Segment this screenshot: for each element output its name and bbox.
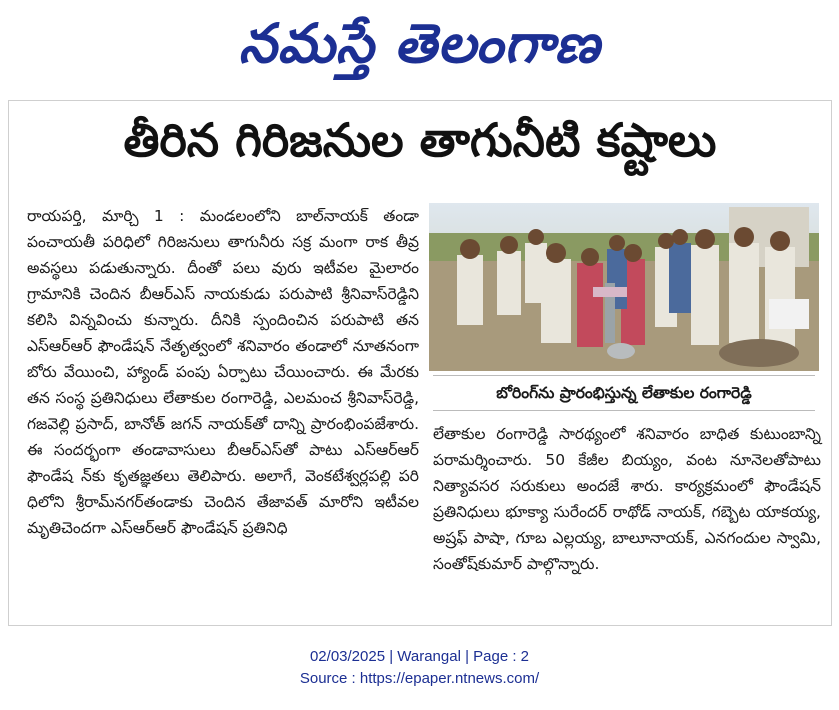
masthead xyxy=(0,0,839,92)
body-text-right: లేతాకుల రంగారెడ్డి సారథ్యంలో శనివారం బాధిత కుటుంబాన్ని పరామర్శించారు. 50 కేజీల బియ్యం, వంట నూనెలతోపాటు నిత్యావసర సరుకులు అందజే శారు. కార్యక్రమంలో ఫౌండేషన్ ప్రతినిధులు భూక్యా సురేందర్ రాథోడ్ నాయక్, గబ్బెట యాకయ్య, అష్రఫ్ పాషా, గూబ ఎల్లయ్య, బాలూనాయక్, ఎనగందుల స్వామి, సంతోష్‌కుమార్ పాల్గొన్నారు. xyxy=(433,425,821,573)
newspaper-logo: నమస్తే తెలంగాణ xyxy=(238,12,601,75)
dateline: 02/03/2025 | Warangal | Page : 2 xyxy=(309,648,530,665)
article-headline: తీరిన గిరిజనుల తాగునీటి కష్టాలు xyxy=(123,113,717,167)
article-body-left xyxy=(27,203,419,541)
page-footer xyxy=(0,646,839,690)
source-link[interactable]: Source : https://epaper.ntnews.com/ xyxy=(299,670,540,687)
article-photo xyxy=(429,203,819,371)
article-body-right xyxy=(433,421,821,577)
photo-caption: బోరింగ్‌ను ప్రారంభిస్తున్న లేతాకుల రంగారెడ్డి xyxy=(433,375,815,411)
news-clipping xyxy=(8,100,832,626)
photo-illustration xyxy=(429,203,819,371)
body-text-left: రాయపర్తి, మార్చి 1 : మండలంలోని బాల్‌నాయక్ తండా పంచాయతీ పరిధిలో గిరిజనులు తాగునీరు సక్ర మంగా రాక తీవ్ర అవస్థలు పడుతున్నారు. దీంతో పలు వురు ఇటీవల మైలారం గ్రామానికి చెందిన బీఆర్‌ఎస్ నాయకుడు పరుపాటి శ్రీనివాస్‌రెడ్డిని కలిసి విన్నవించు కున్నారు. దీనికి స్పందించిన పరుపాటి తన ఎస్‌ఆర్‌ఆర్ ఫౌండేషన్ నేతృత్వంలో శనివారం తండాలో నూతనంగా బోరు వేయించి, హ్యాండ్ పంపు ఏర్పాటు చేయించారు. ఈ మేరకు తన సంస్థ ప్రతినిధులు లేతాకుల రంగారెడ్డి, ఎలమంచ శ్రీనివాస్‌రెడ్డి, గజవెల్లి ప్రసాద్, బానోత్ జగన్ నాయక్‌తో దాన్ని ప్రారంభింపజేశారు. ఈ సందర్భంగా తండావాసులు బీఆర్‌ఎస్‌తో పాటు ఎస్‌ఆర్‌ఆర్ ఫౌండేష న్‌కు కృతజ్ఞతలు తెలిపారు. అలాగే, వెంకటేశ్వర్లపల్లి పరి ధిలోని శ్రీరామ్‌నగర్‌తండాకు చెందిన తేజావత్ మారోని ఇటీవల మృతిచెందగా ఎస్‌ఆర్‌ఆర్ ఫౌండేషన్ ప్రతినిధి xyxy=(27,207,419,537)
